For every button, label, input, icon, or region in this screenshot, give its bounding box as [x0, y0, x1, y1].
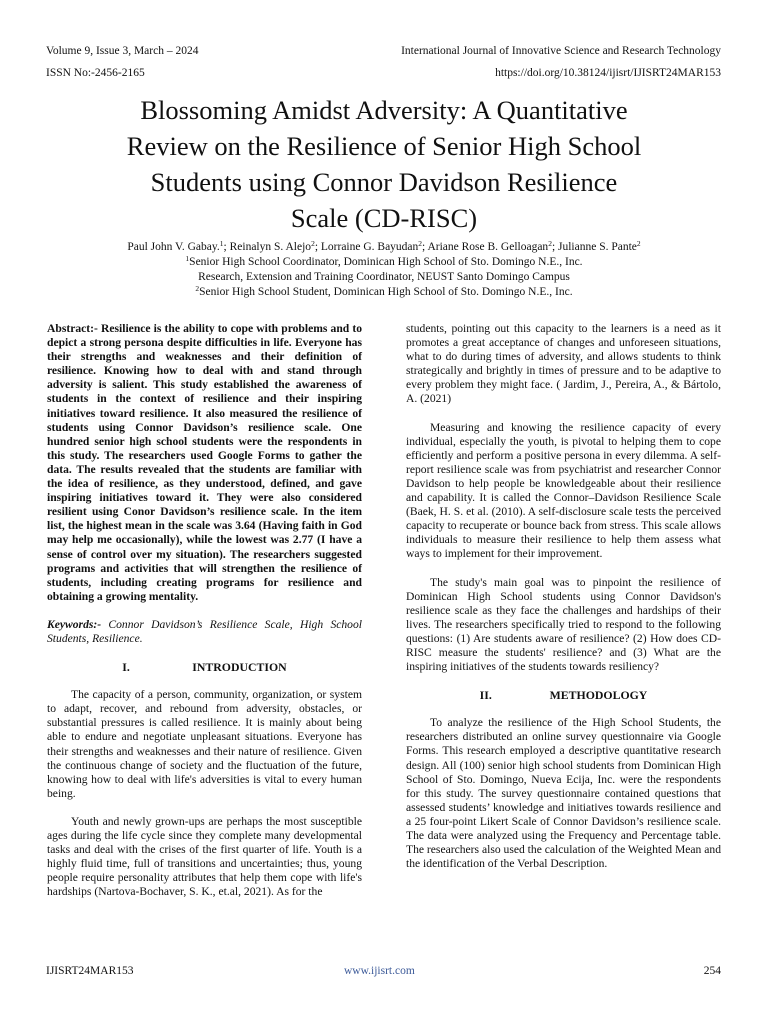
footer-website-link[interactable]: www.ijisrt.com [344, 965, 415, 977]
intro-paragraph-2: Youth and newly grown-ups are perhaps the most susceptible ages during the life cycle since they complete many developmental tasks and deal with the crises of the first quarter of life. Youth is a highly fluid time, full of transitions and uncertainties; thus, young people require personality attributes that help them cope with life's hardships (Nartova-Bochaver, S. K., et.al, 2021). As for the [47, 814, 362, 899]
footer-paper-id: IJISRT24MAR153 [46, 965, 134, 977]
methodology-paragraph: To analyze the resilience of the High School Students, the researchers distributed an online survey questionnaire via Google Forms. This research employed a descriptive quantitative research design. All (100) senior high school students from Dominican High School of Sto. Domingo, Nueva Ecija, Inc. were the respondents for this study. The survey questionnaire contained questions that assessed students’ knowledge and initiatives towards resilience and a 25 four-point Likert Scale of Connor Davidson’s resilience scale. The data were analyzed using the Frequency and Percentage table. The researchers also used the calculation of the Weighted Mean and the identification of the Verbal Description. [406, 716, 721, 871]
header-issn: ISSN No:-2456-2165 [46, 67, 145, 79]
header-journal-name: International Journal of Innovative Science and Research Technology [401, 45, 721, 57]
title-line: Scale (CD-RISC) [290, 203, 478, 233]
section-heading-introduction: I. INTRODUCTION [122, 660, 287, 675]
header-volume: Volume 9, Issue 3, March – 2024 [46, 45, 199, 57]
intro-paragraph-1: The capacity of a person, community, organization, or system to adapt, recover, and rebound from adversity, obstacles, or substantial pressures is called resilience. It is mainly about being able to endure and negotiate unpleasant situations. Everyone has their strengths and weaknesses and their nature of resilience. Given the continuous change of society and the fluctuation of the future, knowing how to deal with life's adversities is vital to every human being. [47, 688, 362, 800]
intro-paragraph-4: Measuring and knowing the resilience capacity of every individual, especially the youth, is pivotal to helping them to cope efficiently and perform a positive persona in every dilemma. A self-report resilience scale was from psychiatrist and researcher Connor Davidson to help people be knowledgeable about their resilience and capability. It is called the Connor–Davidson Resilience Scale (Baek, H. S. et al. (2010). A self-disclosure scale tests the perceived capacity to recuperate or bounce back from stress. This scale allows individuals to measure their resilience to help them assess what ways to implement for their improvement. [406, 420, 721, 561]
author-list: Paul John V. Gabay.$^1$; Reinalyn S. Alejo$^2$; Lorraine G. Bayudan$^2$; Ariane Rose B. Gelloagan$^2$; Julianne S. Pante$^2$ [127, 239, 641, 253]
section-heading-methodology: II. METHODOLOGY [479, 688, 648, 703]
title-line: Students using Connor Davidson Resilience [150, 167, 618, 197]
title-line: Review on the Resilience of Senior High School [126, 131, 642, 161]
keywords: Keywords:- Connor Davidson’s Resilience Scale, High School Students, Resilience. [47, 617, 362, 645]
intro-paragraph-5: The study's main goal was to pinpoint the resilience of Dominican High School students using Connor Davidson's resilience scale as they face the challenges and hardships of their lives. The researchers specifically tried to respond to the following questions: (1) Are students aware of resilience? (2) How does CD-RISC measure the students' resilience? and (3) What are the inspiring initiatives of the students towards resiliency? [406, 575, 721, 674]
author-block [40, 240, 728, 300]
footer-page-number: 254 [703, 965, 721, 977]
title-line: Blossoming Amidst Adversity: A Quantitative [140, 95, 628, 125]
right-column [406, 322, 721, 885]
affiliation-2: $^2$Senior High School Student, Dominican High School of Sto. Domingo N.E., Inc. [195, 284, 573, 298]
left-column [47, 322, 362, 913]
intro-paragraph-3: students, pointing out this capacity to the learners is a need as it promotes a great acceptance of changes and unforeseen situations, what to do during times of adversity, and allows students to think strategically and brightly in times of pressure and to be adaptive to every problem they might face. ( Jardim, J., Pereira, A., & Bártolo, A. (2021) [406, 322, 721, 406]
affiliation-1b: Research, Extension and Training Coordinator, NEUST Santo Domingo Campus [198, 271, 570, 283]
affiliation-1: $^1$Senior High School Coordinator, Dominican High School of Sto. Domingo N.E., Inc. [185, 254, 583, 268]
header-doi: https://doi.org/10.38124/ijisrt/IJISRT24MAR153 [495, 67, 721, 79]
abstract: Abstract:- Resilience is the ability to cope with problems and to depict a strong persona despite difficulties in life. Everyone has their strengths and weaknesses and their definition of resilience. Knowing how to deal with and stand through adversity is salient. This study established the awareness of students in the context of resilience and their inspiring initiatives toward resilience. It also measured the resilience of students using Connor Davidson’s resilience scale. One hundred senior high school students were the respondents in this study. The researchers used Google Forms to gather the data. The results revealed that the students are familiar with the idea of resilience, as they understood, defined, and gave inspiring initiatives toward it. They were also considered resilient using Conor Davidson’s resilience scale. In the item list, the highest mean in the scale was 3.64 (Having faith in God may help me occasionally), while the lowest was 2.77 (I have a sense of control over my situation). The researchers suggested programs and activities that will strengthen the resilience of students, including creating programs for resilience and obtaining a growing mentality. [47, 322, 362, 603]
paper-title [60, 92, 708, 236]
